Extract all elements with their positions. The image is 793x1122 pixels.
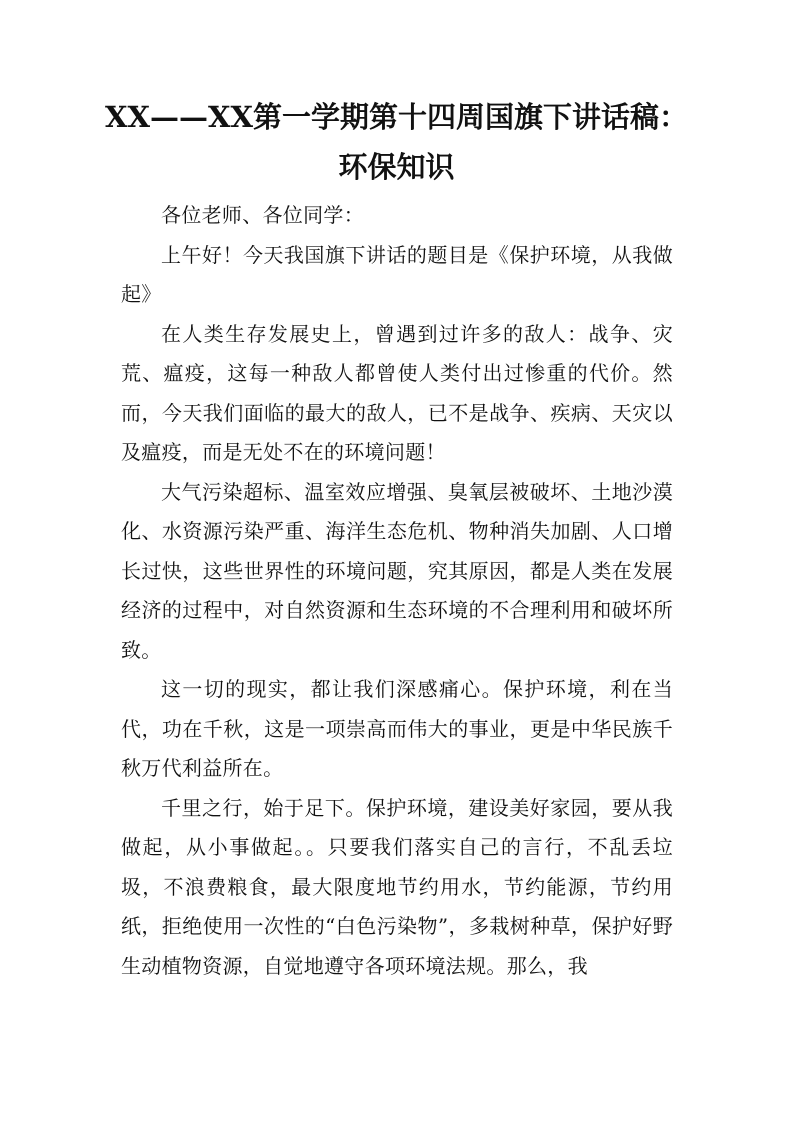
document-title: XX——XX第一学期第十四周国旗下讲话稿：环保知识: [104, 100, 688, 184]
topic-paragraph: 上午好！今天我国旗下讲话的题目是《保护环境，从我做起》: [121, 242, 673, 306]
body-paragraph: 在人类生存发展史上，曾遇到过许多的敌人：战争、灾荒、瘟疫，这每一种敌人都曾使人类付出过惨重的代价。然而，今天我们面临的最大的敌人，已不是战争、疾病、天灾以及瘟疫，而是无处不在的环境问题！: [121, 321, 673, 464]
body-paragraph: 大气污染超标、温室效应增强、臭氧层被破坏、土地沙漠化、水资源污染严重、海洋生态危机、物种消失加剧、人口增长过快，这些世界性的环境问题，究其原因，都是人类在发展经济的过程中，对自然资源和生态环境的不合理利用和破坏所致。: [121, 479, 673, 662]
document-body: [121, 196, 673, 986]
body-paragraph: 千里之行，始于足下。保护环境，建设美好家园，要从我做起，从小事做起。。只要我们落实自己的言行，不乱丢垃圾，不浪费粮食，最大限度地节约用水，节约能源，节约用纸，拒绝使用一次性的“白色污染物”，多栽树种草，保护好野生动植物资源，自觉地遵守各项环境法规。那么，我: [121, 795, 673, 978]
body-paragraph: 这一切的现实，都让我们深感痛心。保护环境，利在当代，功在千秋，这是一项崇高而伟大的事业，更是中华民族千秋万代利益所在。: [121, 677, 673, 780]
greeting-paragraph: 各位老师、各位同学：: [161, 203, 364, 227]
